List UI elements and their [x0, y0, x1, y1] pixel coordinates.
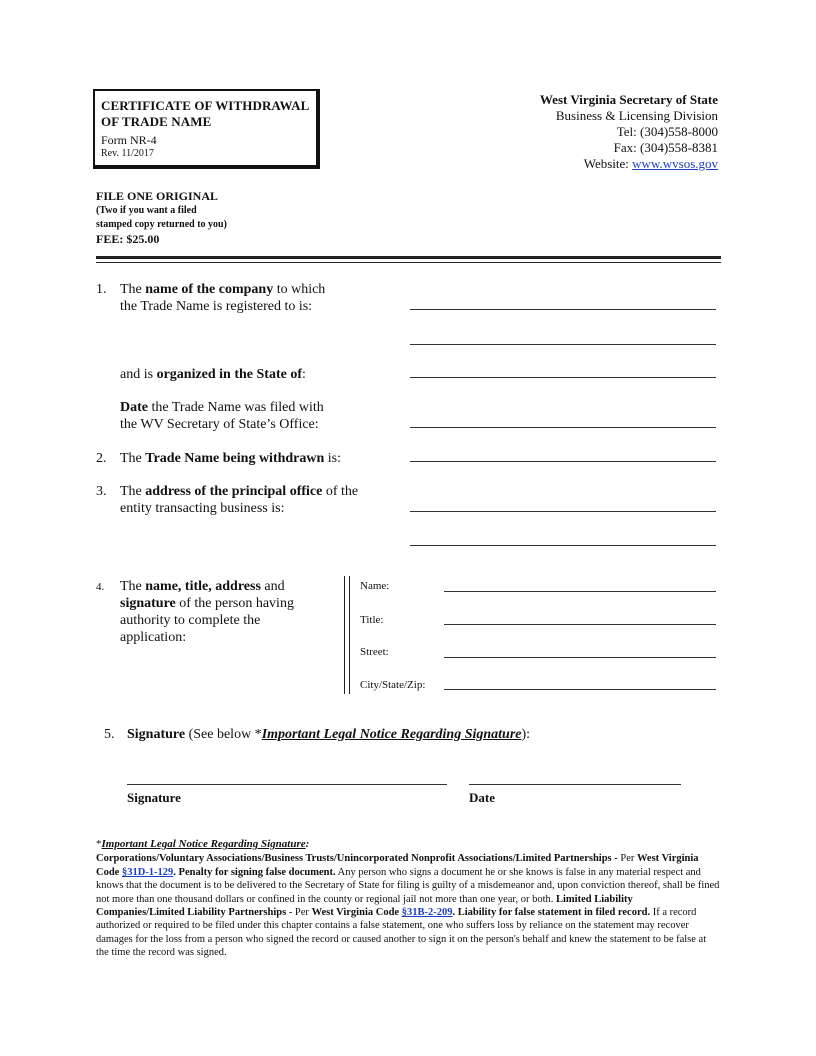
fee: FEE: $25.00 [96, 232, 160, 246]
date-filed-label: Date the Trade Name was filed with the WV Secretary of State’s Office: [120, 400, 324, 432]
form-title-box [93, 89, 320, 169]
date-filed-field[interactable] [410, 427, 716, 428]
name-label: Name: [360, 580, 390, 592]
company-name-field[interactable] [410, 309, 716, 310]
contact-org: West Virginia Secretary of State [539, 92, 718, 107]
street-field[interactable] [444, 657, 716, 658]
contact-fax: Fax: (304)558-8381 [613, 140, 718, 155]
legal-notice-heading: *Important Legal Notice Regarding Signature: [96, 838, 310, 850]
city-state-zip-field[interactable] [444, 689, 716, 690]
contact-tel: Tel: (304)558-8000 [616, 124, 718, 139]
code-31d-1-129-link[interactable]: §31D-1-129 [121, 866, 174, 878]
item1-label: The name of the company to which the Trade Name is registered to is: [120, 282, 326, 314]
item5-label: Signature (See below *Important Legal Notice Regarding Signature): [127, 727, 531, 742]
contact-block [540, 92, 718, 172]
name-field[interactable] [444, 591, 716, 592]
form-title-line1: CERTIFICATE OF WITHDRAWAL [101, 98, 310, 113]
website-link[interactable]: www.wvsos.gov [632, 156, 718, 171]
form-title-line2: OF TRADE NAME [101, 114, 212, 129]
signature-label: Signature [127, 790, 181, 805]
file-note-line2: stamped copy returned to you) [96, 219, 227, 230]
item4-number: 4. [96, 581, 105, 593]
state-label: and is organized in the State of: [120, 367, 306, 382]
state-field[interactable] [410, 377, 716, 378]
item1-number: 1. [96, 282, 107, 297]
date-field[interactable] [469, 784, 681, 785]
principal-office-field[interactable] [410, 511, 716, 512]
street-label: Street: [360, 646, 389, 658]
header-divider [96, 256, 721, 263]
item4-label: The name, title, address and signature of the person having authority to complete the application: [120, 579, 294, 645]
file-note-line1: (Two if you want a filed [96, 205, 197, 216]
city-state-zip-label: City/State/Zip: [360, 679, 426, 691]
contact-division: Business & Licensing Division [555, 108, 718, 123]
item3-label: The address of the principal office of the entity transacting business is: [120, 484, 359, 516]
company-name-field-2[interactable] [410, 344, 716, 345]
trade-name-field[interactable] [410, 461, 716, 462]
item2-number: 2. [96, 451, 107, 466]
form-revision: Rev. 11/2017 [101, 148, 154, 159]
legal-notice [96, 838, 720, 960]
item3-number: 3. [96, 484, 107, 499]
contact-website [540, 156, 718, 172]
principal-office-field-2[interactable] [410, 545, 716, 546]
website-label: Website: [583, 156, 633, 171]
filing-instructions [96, 189, 227, 247]
signature-field[interactable] [127, 784, 447, 785]
authority-section-bar [344, 576, 350, 694]
legal-notice-body: Corporations/Voluntary Associations/Business Trusts/Unincorporated Nonprofit Associations/Limited Partnerships - Per West Virginia Code §31D-1-129. Penalty for signing false document. Any person who signs a document he or she knows is false in any material respect and knows that the document is to be delivered to the Secretary of State for filing is guilty of a misdemeanor and, upon conviction thereof, shall be fined not more than one thousand dollars or confined in the county or regional jail not more than one year, or both. Limited Liability Companies/Limited Liability Partnerships - Per West Virginia Code §31B-2-209. Liability for false statement in filed record. If a record authorized or required to be filed under this chapter contains a false statement, one who suffers loss by reliance on the statement may recover damages for the loss from a person who signed the record or caused another to sign it on the person's behalf and knew the statement to be false at the time the record was signed. [96, 853, 720, 959]
item2-label: The Trade Name being withdrawn is: [120, 451, 342, 466]
form-number: Form NR-4 [101, 133, 157, 147]
code-31b-2-209-link[interactable]: §31B-2-209 [401, 907, 453, 919]
file-one-original: FILE ONE ORIGINAL [96, 189, 219, 203]
item5-number: 5. [104, 727, 115, 742]
date-label: Date [469, 790, 495, 805]
title-label: Title: [360, 614, 384, 626]
title-field[interactable] [444, 624, 716, 625]
